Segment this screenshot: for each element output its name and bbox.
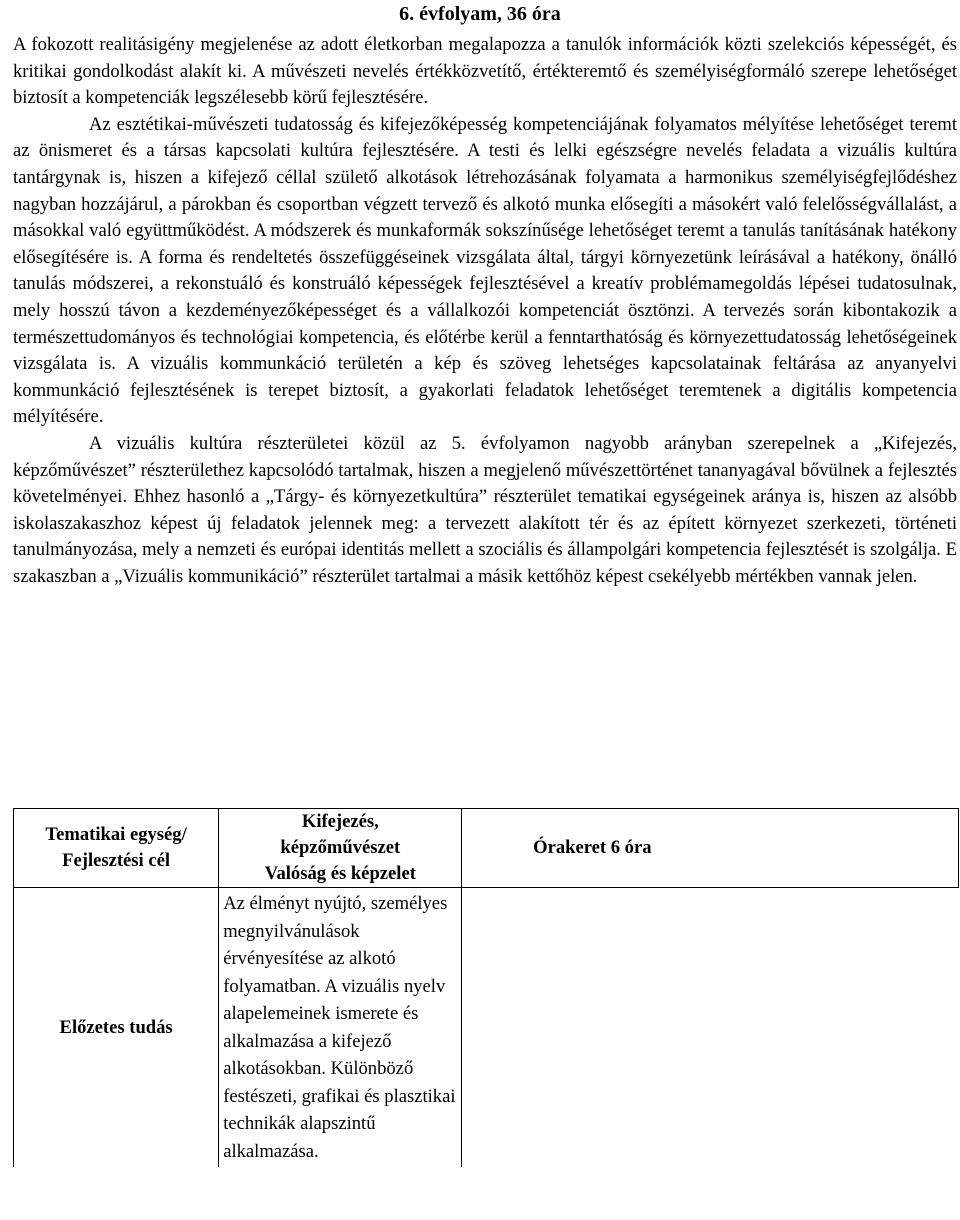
row-empty-cell-1: [462, 888, 722, 1168]
header-subject-area-line3: Valóság és képzelet: [264, 863, 416, 884]
page-heading: 6. évfolyam, 36 óra: [399, 3, 561, 25]
header-subject-area: [219, 809, 462, 888]
header-subject-area-line1: Kifejezés,: [301, 811, 379, 832]
row-empty-cell-2: [722, 888, 958, 1168]
row-content-prior-knowledge: Az élményt nyújtó, személyes megnyilvánulások érvényesítése az alkotó folyamatban. A vizuális nyelv alapelemeinek ismerete és alkalmazása a kifejező alkotásokban. Különböző festészeti, grafikai és plasztikai technikák alapszintű alkalmazása.: [219, 888, 462, 1168]
paragraph-competencies: Az esztétikai-művészeti tudatosság és kifejezőképesség kompetenciájának folyamatos mélyítése lehetőséget teremt az önismeret és a társas kapcsolati kultúra fejlesztésére. A testi és lelki egészségre nevelés feladata a vizuális kultúra tantárgynak is, hiszen a kifejező céllal születő alkotások létrehozásának folyamata a harmonikus személyiségfejlődéshez nagyban hozzájárul, a párokban és csoportban végzett tervező és alkotó munka elősegíti a másokért való felelősségvállalást, a másokkal való együttműködést. A módszerek és munkaformák sokszínűsége lehetőséget teremt a tanulás tanításának hatékony elősegítésére is. A forma és rendeltetés összefüggéseinek vizsgálata által, tárgyi környezetünk leírásával a hatékony, önálló tanulás módszerei, a rekonstuáló és konstruáló képességek fejlesztésével a kreatív problémamegoldás lépései tudatosulnak, mely hosszú távon a kezdeményezőképességet és a vállalkozói kompetenciát ösztönzi. A tervezés során kibontakozik a természettudományos és technológiai kompetencia, és előtérbe kerül a fenntarthatóság és környezettudatosság lehetőségeinek vizsgálata is. A vizuális kommunkáció területén a kép és szöveg lehetséges kapcsolatainak feltárása az anyanyelvi kommunkáció fejlesztésének is terepet biztosít, a gyakorlati feladatok lehetőséget teremtenek a digitális kompetencia mélyítésére.: [13, 113, 957, 428]
paragraph-subareas: A vizuális kultúra részterületei közül az 5. évfolyamon nagyobb arányban szerepelnek a „Kifejezés, képzőművészet” részterülethez kapcsolódó tartalmak, hiszen a megjelenő művészettörténet tananyagával bővülnek a fejlesztés követelményei. Ehhez hasonló a „Tárgy- és környezetkultúra” részterület tematikai egységeinek aránya is, hiszen az alsóbb iskolaszakaszhoz képest új feladatok jelennek meg: a tervezett alakított tér és az épített környezet szerkezeti, történeti tanulmányozása, mely a nemzeti és európai identitás mellett a szociális és állampolgári kompetencia fejlesztését is szolgálja. E szakaszban a „Vizuális kommunikáció” részterület tartalmai a másik kettőhöz képest csekélyebb mértékben vannak jelen.: [13, 432, 957, 587]
paragraph-intro: A fokozott realitásigény megjelenése az adott életkorban megalapozza a tanulók információk közti szelekciós képességét, és kritikai gondolkodást alakít ki. A művészeti nevelés értékközvetítő, értékteremtő és személyiségformáló szerepe lehetőséget biztosít a kompetenciák legszélesebb körű fejlesztésére.: [13, 34, 957, 109]
header-hours: Órakeret 6 óra: [462, 809, 722, 888]
table-row-prior-knowledge: [14, 888, 959, 1168]
header-subject-area-line2: képzőművészet: [280, 837, 401, 858]
header-empty-cell: [722, 809, 958, 888]
body-text: [13, 24, 957, 590]
header-thematic-unit: [14, 809, 219, 888]
header-thematic-unit-line2: Fejlesztési cél: [62, 850, 171, 871]
row-label-prior-knowledge: Előzetes tudás: [14, 888, 219, 1168]
thematic-unit-table: [13, 808, 959, 1167]
header-thematic-unit-line1: Tematikai egység/: [45, 824, 187, 845]
table-header-row: [14, 809, 959, 888]
